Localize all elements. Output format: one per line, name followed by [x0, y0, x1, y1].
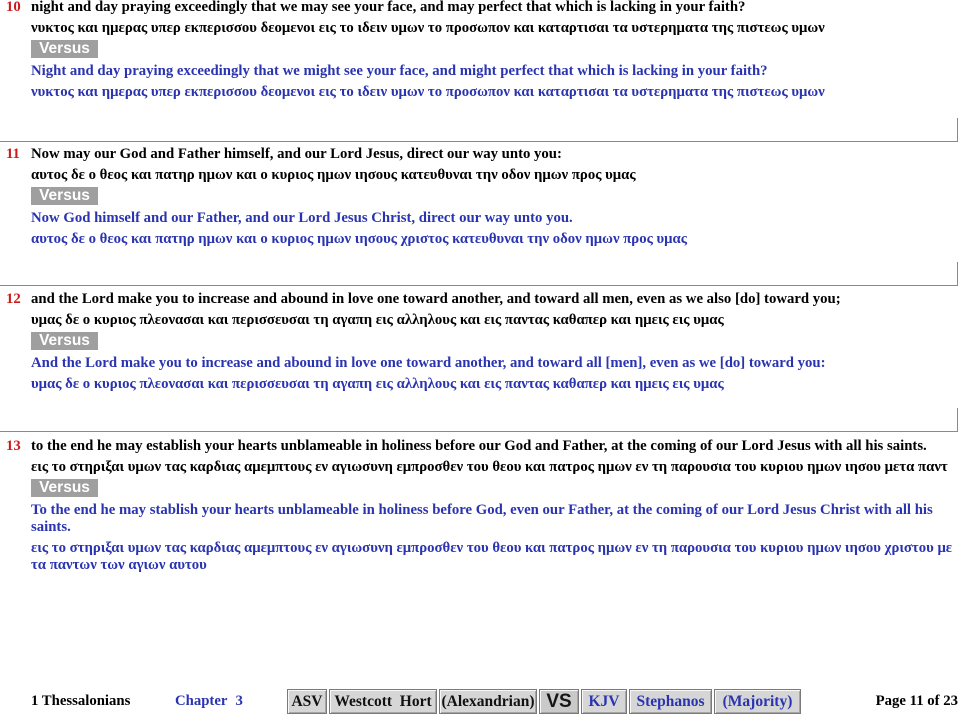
chapter-label: Chapter: [175, 693, 228, 709]
verse-number: 10: [6, 0, 21, 15]
versus-badge: Versus: [31, 187, 98, 205]
page-label: Page: [875, 693, 906, 709]
verse-number: 11: [6, 145, 20, 162]
stephanos-button[interactable]: Stephanos: [629, 689, 712, 714]
stephanos-greek-text: [31, 376, 958, 393]
versus-badge: Versus: [31, 40, 98, 58]
verse-comparison: [31, 291, 958, 397]
asv-text: [31, 0, 958, 16]
text-line: To the end he may stablish your hearts unblameable in holiness before God, even our Father, at the coming of our Lord Jesus Christ with all his: [31, 501, 933, 518]
text-line: to the end he may establish your hearts unblameable in holiness before our God and Father, at the coming of our Lord Jesus with all his saints.: [31, 437, 927, 454]
footer-bar: [0, 689, 960, 714]
verse-separator: [0, 141, 958, 142]
verse-number: 12: [6, 290, 21, 307]
text-line: νυκτος και ημερας υπερ εκπερισσου δεομενοι εις το ιδειν υμων το προσωπον και καταρτισαι τα υστερηματα της πιστεως υμων: [31, 83, 825, 100]
stephanos-greek-text: [31, 540, 958, 574]
kjv-text: [31, 210, 958, 227]
text-line: And the Lord make you to increase and abound in love one toward another, and toward all [men], even as we [do] toward you:: [31, 354, 826, 371]
verse-comparison: [31, 0, 958, 105]
kjv-text: [31, 355, 958, 372]
versus-badge: Versus: [31, 479, 98, 497]
text-line: τα παντων των αγιων αυτου: [31, 556, 207, 573]
text-line: υμας δε ο κυριος πλεονασαι και περισσευσαι τη αγαπη εις αλληλους και εις παντας καθαπερ και ημεις εις υμας: [31, 375, 724, 392]
text-line: εις το στηριξαι υμων τας καρδιας αμεμπτους εν αγιωσυνη εμπροσθεν του θεου και πατρος ημων εν τη παρουσια του κυριου ημων ιησου χριστου με: [31, 539, 953, 556]
text-line: night and day praying exceedingly that we may see your face, and may perfect that which is lacking in your faith?: [31, 0, 746, 15]
westcott-hort-button[interactable]: Westcott Hort: [329, 689, 437, 714]
book-title: 1 Thessalonians: [31, 693, 131, 709]
text-line: Now may our God and Father himself, and our Lord Jesus, direct our way unto you:: [31, 145, 562, 162]
verse-separator: [0, 285, 958, 286]
text-line: saints.: [31, 518, 71, 535]
kjv-text: [31, 63, 958, 80]
text-line: εις το στηριξαι υμων τας καρδιας αμεμπτους εν αγιωσυνη εμπροσθεν του θεου και πατρος ημων εν τη παρουσια του κυριου ημων ιησου μετα παντ: [31, 458, 948, 475]
chapter-indicator: [175, 689, 243, 714]
asv-button[interactable]: ASV: [287, 689, 327, 714]
stephanos-greek-text: [31, 231, 958, 248]
text-line: αυτος δε ο θεος και πατηρ ημων και ο κυριος ημων ιησους χριστος κατευθυναι την οδον ημων προς υμας: [31, 230, 687, 247]
verse-comparison: [31, 146, 958, 252]
chapter-number: 3: [235, 693, 243, 709]
current-page: 11: [909, 693, 924, 709]
westcott-hort-greek-text: [31, 459, 958, 476]
total-pages: 23: [943, 693, 958, 709]
translation-compare-bar: [287, 689, 801, 714]
verse-separator-edge: [957, 118, 958, 142]
verse-number: 13: [6, 437, 21, 454]
text-line: υμας δε ο κυριος πλεονασαι και περισσευσαι τη αγαπη εις αλληλους και εις παντας καθαπερ και ημεις εις υμας: [31, 311, 724, 328]
westcott-hort-greek-text: [31, 167, 958, 184]
westcott-hort-greek-text: [31, 20, 958, 37]
verse-separator: [0, 431, 958, 432]
stephanos-greek-text: [31, 84, 958, 101]
alexandrian-button[interactable]: (Alexandrian): [439, 689, 537, 714]
westcott-hort-greek-text: [31, 312, 958, 329]
majority-button[interactable]: (Majority): [714, 689, 801, 714]
text-line: Now God himself and our Father, and our Lord Jesus Christ, direct our way unto you.: [31, 209, 573, 226]
text-line: αυτος δε ο θεος και πατηρ ημων και ο κυριος ημων ιησους κατευθυναι την οδον ημων προς υμας: [31, 166, 636, 183]
asv-text: [31, 291, 958, 308]
kjv-button[interactable]: KJV: [581, 689, 627, 714]
text-line: and the Lord make you to increase and abound in love one toward another, and toward all men, even as we also [do] toward you;: [31, 290, 841, 307]
versus-badge: Versus: [31, 332, 98, 350]
text-line: Night and day praying exceedingly that we might see your face, and might perfect that which is lacking in your faith?: [31, 62, 768, 79]
asv-text: [31, 438, 958, 455]
vs-label: VS: [539, 689, 579, 714]
verse-comparison: [31, 438, 958, 578]
kjv-text: [31, 502, 958, 536]
page-indicator: [876, 689, 958, 714]
verse-separator-edge: [957, 408, 958, 432]
text-line: νυκτος και ημερας υπερ εκπερισσου δεομενοι εις το ιδειν υμων το προσωπον και καταρτισαι τα υστερηματα της πιστεως υμων: [31, 19, 825, 36]
verse-separator-edge: [957, 262, 958, 286]
page-of-label: of: [927, 693, 940, 709]
asv-text: [31, 146, 958, 163]
